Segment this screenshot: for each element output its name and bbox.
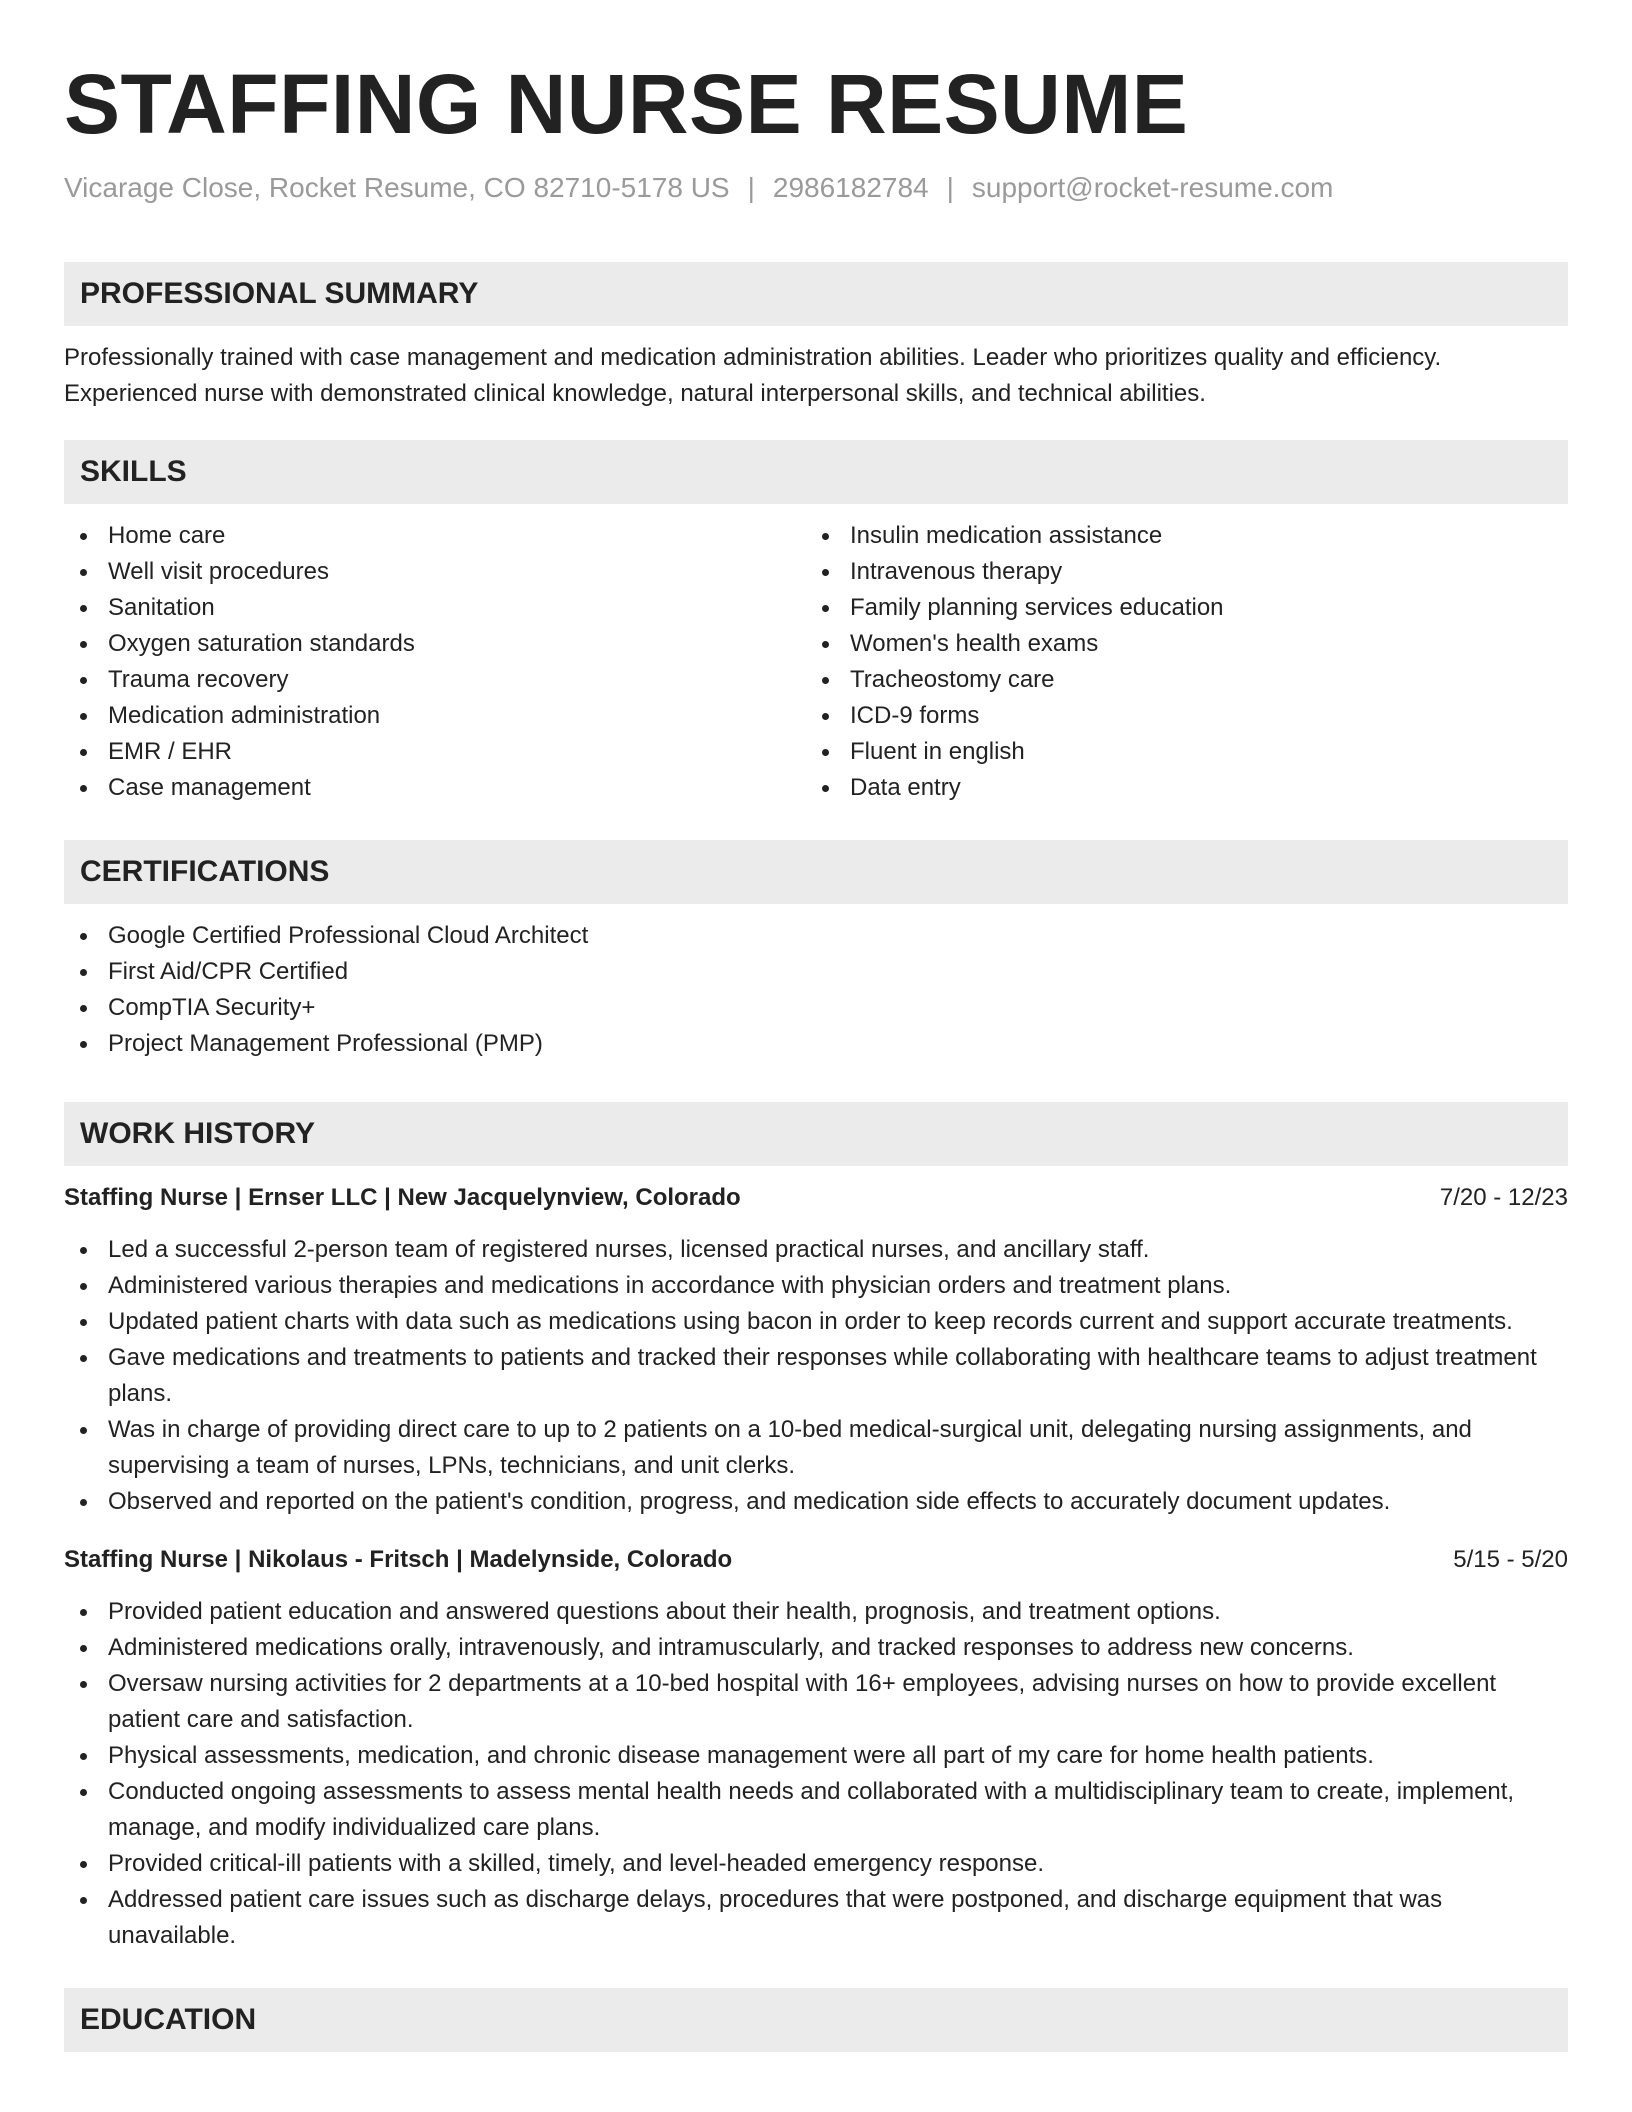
job-bullets bbox=[64, 1594, 1568, 1954]
job-bullets bbox=[64, 1232, 1568, 1520]
skills-heading: SKILLS bbox=[64, 440, 1568, 504]
contact-line bbox=[64, 170, 1568, 206]
job-title: Staffing Nurse | Ernser LLC | New Jacquelynview, Colorado bbox=[64, 1184, 741, 1211]
skill-item: EMR / EHR bbox=[64, 734, 806, 770]
education-heading: EDUCATION bbox=[64, 1988, 1568, 2052]
job-header bbox=[64, 1180, 1568, 1216]
skill-item: Medication administration bbox=[64, 698, 806, 734]
summary-heading: PROFESSIONAL SUMMARY bbox=[64, 262, 1568, 326]
skill-item: Sanitation bbox=[64, 590, 806, 626]
contact-address: Vicarage Close, Rocket Resume, CO 82710-5178 US bbox=[64, 172, 730, 203]
certification-item: Project Management Professional (PMP) bbox=[64, 1026, 1568, 1062]
job-bullet: Observed and reported on the patient's condition, progress, and medication side effects to accurately document updates. bbox=[64, 1484, 1568, 1520]
skill-item: Trauma recovery bbox=[64, 662, 806, 698]
skill-item: Family planning services education bbox=[806, 590, 1548, 626]
certification-item: First Aid/CPR Certified bbox=[64, 954, 1568, 990]
contact-separator: | bbox=[946, 172, 954, 203]
summary-text: Professionally trained with case management and medication administration abilities. Leader who prioritizes quality and efficiency. Experienced nurse with demonstrated clinical knowledge, natural interpersonal skills, and technical abilities. bbox=[64, 344, 1442, 407]
contact-phone: 2986182784 bbox=[772, 172, 929, 203]
certifications-heading: CERTIFICATIONS bbox=[64, 840, 1568, 904]
job-dates: 7/20 - 12/23 bbox=[1439, 1184, 1568, 1211]
skill-item: Fluent in english bbox=[806, 734, 1548, 770]
skill-item: Women's health exams bbox=[806, 626, 1548, 662]
job-header bbox=[64, 1542, 1568, 1578]
job-bullet: Administered medications orally, intravenously, and intramuscularly, and tracked responses to address new concerns. bbox=[64, 1630, 1568, 1666]
skills-list-right bbox=[806, 518, 1548, 806]
certifications-list bbox=[64, 918, 1568, 1062]
skills-grid bbox=[64, 518, 1568, 806]
job-entry bbox=[64, 1180, 1568, 1520]
job-bullet: Physical assessments, medication, and chronic disease management were all part of my care for home health patients. bbox=[64, 1738, 1568, 1774]
job-bullet: Conducted ongoing assessments to assess mental health needs and collaborated with a multidisciplinary team to create, implement, manage, and modify individualized care plans. bbox=[64, 1774, 1568, 1846]
contact-email: support@rocket-resume.com bbox=[971, 172, 1334, 203]
skill-item: Insulin medication assistance bbox=[806, 518, 1548, 554]
skill-item: Tracheostomy care bbox=[806, 662, 1548, 698]
job-bullet: Led a successful 2-person team of registered nurses, licensed practical nurses, and ancillary staff. bbox=[64, 1232, 1568, 1268]
skill-item: Home care bbox=[64, 518, 806, 554]
work-history-heading: WORK HISTORY bbox=[64, 1102, 1568, 1166]
job-bullet: Updated patient charts with data such as medications using bacon in order to keep records current and support accurate treatments. bbox=[64, 1304, 1568, 1340]
job-bullet: Oversaw nursing activities for 2 departments at a 10-bed hospital with 16+ employees, advising nurses on how to provide excellent patient care and satisfaction. bbox=[64, 1666, 1568, 1738]
resume-title: STAFFING NURSE RESUME bbox=[64, 57, 1189, 151]
skill-item: Data entry bbox=[806, 770, 1548, 806]
skill-item: Oxygen saturation standards bbox=[64, 626, 806, 662]
job-bullet: Provided critical-ill patients with a skilled, timely, and level-headed emergency response. bbox=[64, 1846, 1568, 1882]
skills-list-left bbox=[64, 518, 806, 806]
skill-item: Case management bbox=[64, 770, 806, 806]
contact-separator: | bbox=[747, 172, 755, 203]
job-bullet: Was in charge of providing direct care to up to 2 patients on a 10-bed medical-surgical unit, delegating nursing assignments, and supervising a team of nurses, LPNs, technicians, and unit clerks. bbox=[64, 1412, 1568, 1484]
skill-item: Intravenous therapy bbox=[806, 554, 1548, 590]
job-bullet: Gave medications and treatments to patients and tracked their responses while collaborating with healthcare teams to adjust treatment plans. bbox=[64, 1340, 1568, 1412]
certification-item: Google Certified Professional Cloud Architect bbox=[64, 918, 1568, 954]
job-bullet: Provided patient education and answered questions about their health, prognosis, and treatment options. bbox=[64, 1594, 1568, 1630]
job-bullet: Administered various therapies and medications in accordance with physician orders and treatment plans. bbox=[64, 1268, 1568, 1304]
job-entry bbox=[64, 1542, 1568, 1954]
job-dates: 5/15 - 5/20 bbox=[1453, 1546, 1568, 1573]
job-title: Staffing Nurse | Nikolaus - Fritsch | Madelynside, Colorado bbox=[64, 1546, 733, 1573]
skill-item: Well visit procedures bbox=[64, 554, 806, 590]
certification-item: CompTIA Security+ bbox=[64, 990, 1568, 1026]
job-bullet: Addressed patient care issues such as discharge delays, procedures that were postponed, and discharge equipment that was unavailable. bbox=[64, 1882, 1568, 1954]
skill-item: ICD-9 forms bbox=[806, 698, 1548, 734]
